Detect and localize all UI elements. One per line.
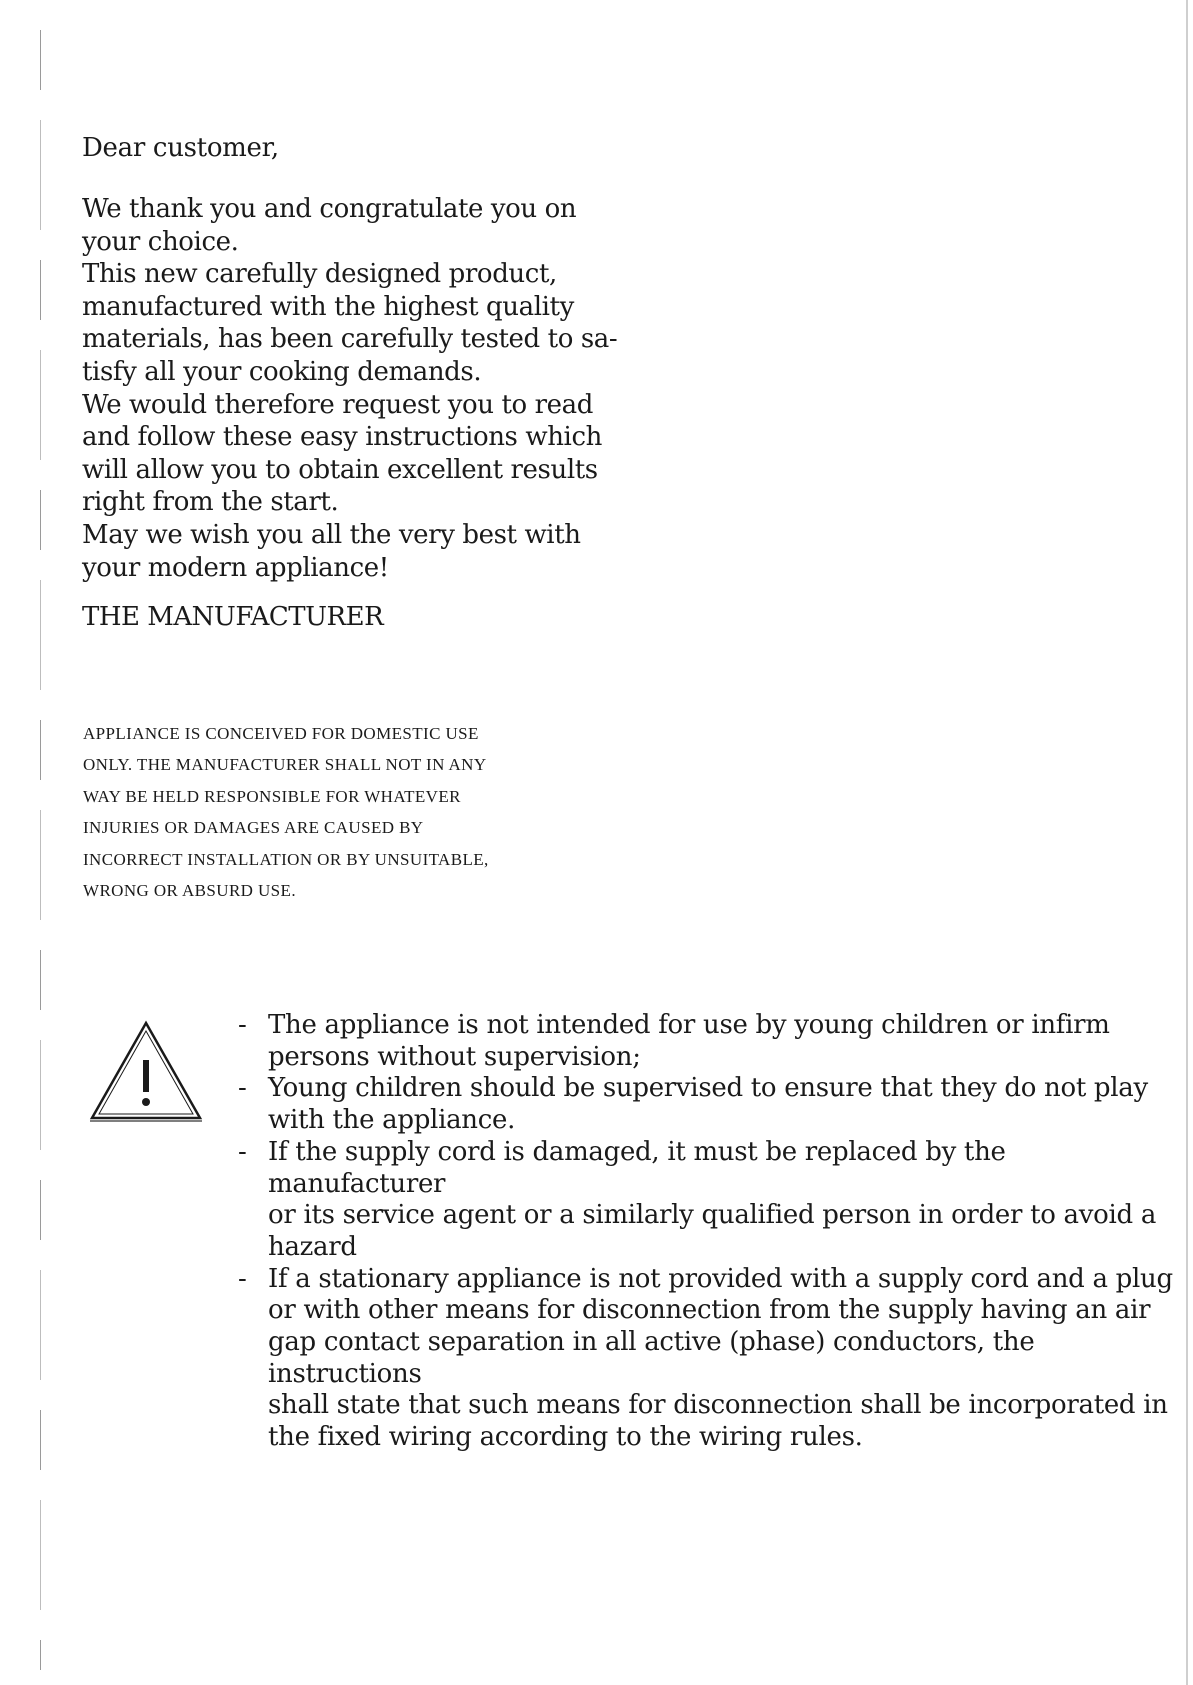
safety-warnings-list xyxy=(236,1010,1176,1454)
letter-line: tisfy all your cooking demands. xyxy=(82,356,482,387)
bullet-dash: - xyxy=(238,1010,247,1040)
letter-line: and follow these easy instructions which xyxy=(82,422,602,453)
warning-line: the fixed wiring according to the wiring rules. xyxy=(268,1422,863,1453)
letter-salutation: Dear customer, xyxy=(82,133,279,163)
bullet-dash: - xyxy=(238,1136,247,1167)
warning-line: The appliance is not intended for use by young children or infirm xyxy=(268,1010,1110,1040)
letter-line: manufactured with the highest quality xyxy=(82,291,574,322)
scan-edge-right xyxy=(1186,0,1188,1685)
letter-line: We thank you and congratulate you on xyxy=(82,194,577,224)
bullet-dash: - xyxy=(238,1073,247,1104)
warning-line: gap contact separation in all active (phase) conductors, the instructions xyxy=(268,1327,1035,1389)
warning-line: or with other means for disconnection from the supply having an air xyxy=(268,1295,1151,1326)
warning-line: or its service agent or a similarly qualified person in order to avoid a xyxy=(268,1200,1157,1231)
warning-item xyxy=(236,1264,1176,1454)
notice-line: WRONG OR ABSURD USE. xyxy=(83,881,296,901)
warning-line: with the appliance. xyxy=(268,1105,516,1136)
warning-item xyxy=(236,1010,1176,1073)
notice-line: WAY BE HELD RESPONSIBLE FOR WHATEVER xyxy=(83,786,461,806)
bullet-dash: - xyxy=(238,1263,247,1294)
letter-line: your modern appliance! xyxy=(82,552,389,583)
scan-edge-left xyxy=(40,30,41,1670)
domestic-use-notice xyxy=(83,718,643,906)
letter-body xyxy=(82,193,642,584)
warning-item xyxy=(236,1073,1176,1136)
notice-line: INJURIES OR DAMAGES ARE CAUSED BY xyxy=(83,818,424,838)
letter-line: right from the start. xyxy=(82,487,339,518)
warning-item xyxy=(236,1137,1176,1264)
warning-line: persons without supervision; xyxy=(268,1041,641,1072)
warning-line: shall state that such means for disconnection shall be incorporated in xyxy=(268,1390,1168,1421)
letter-line: May we wish you all the very best with xyxy=(82,519,581,550)
warning-line: If a stationary appliance is not provided with a supply cord and a plug xyxy=(268,1263,1173,1294)
letter-line: materials, has been carefully tested to sa- xyxy=(82,324,618,355)
letter-line: will allow you to obtain excellent results xyxy=(82,454,598,485)
letter-signature: THE MANUFACTURER xyxy=(82,602,384,632)
letter-line: We would therefore request you to read xyxy=(82,389,594,420)
notice-line: APPLIANCE IS CONCEIVED FOR DOMESTIC USE xyxy=(83,724,479,743)
warning-line: If the supply cord is damaged, it must be replaced by the manufacturer xyxy=(268,1136,1006,1199)
warning-line: hazard xyxy=(268,1231,357,1262)
warning-line: Young children should be supervised to ensure that they do not play xyxy=(268,1073,1148,1104)
letter-line: This new carefully designed product, xyxy=(82,259,557,290)
letter-line: your choice. xyxy=(82,226,239,257)
notice-line: ONLY. THE MANUFACTURER SHALL NOT IN ANY xyxy=(83,755,487,775)
notice-line: INCORRECT INSTALLATION OR BY UNSUITABLE, xyxy=(83,849,489,869)
warning-triangle-icon xyxy=(88,1020,204,1124)
